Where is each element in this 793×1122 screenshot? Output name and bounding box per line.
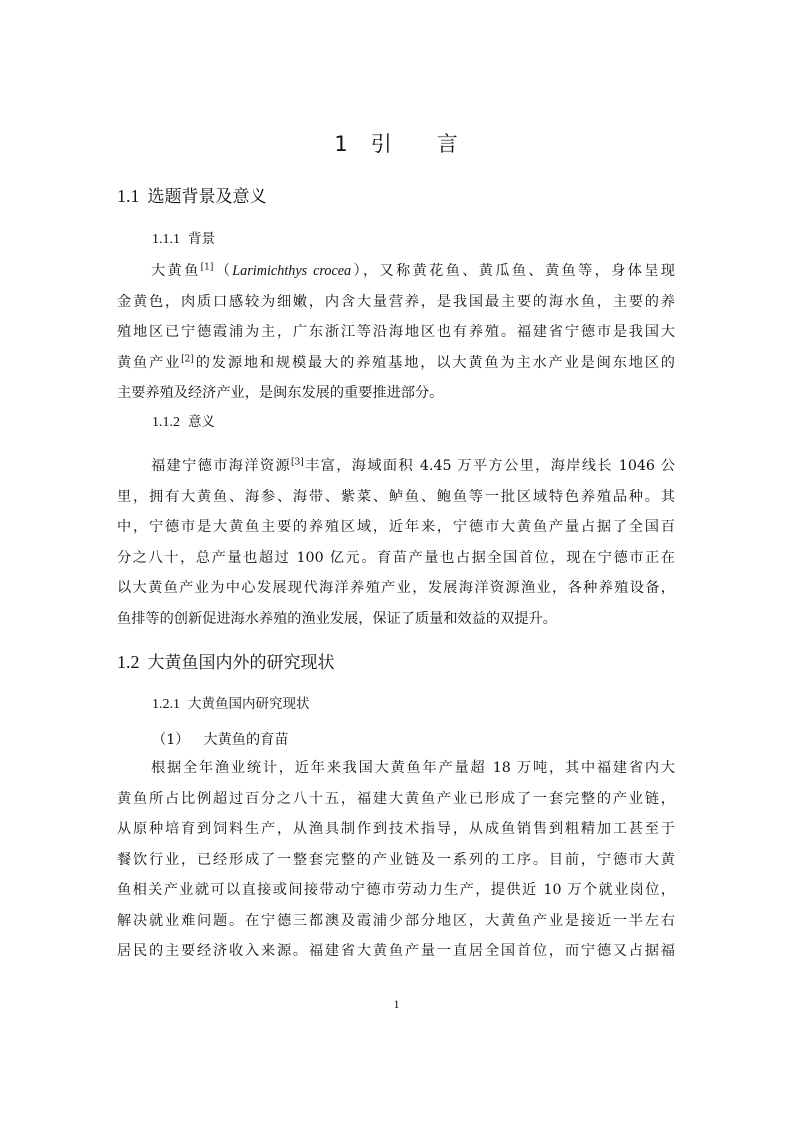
text-line: 以大黄鱼产业为中心发展现代海洋养殖产业，发展海洋资源渔业，各种养殖设备， — [117, 580, 675, 596]
chapter-title — [0, 128, 793, 158]
list-title: 大黄鱼的育苗 — [203, 732, 289, 748]
text-line: 大黄鱼[1]（Larimichthys crocea），又称黄花鱼、黄瓜鱼、黄鱼等，身体呈现 — [151, 262, 675, 279]
text-line: 福建宁德市海洋资源[3]丰富，海域面积 4.45 万平方公里，海岸线长 1046 公 — [151, 457, 675, 474]
citation-ref: [2] — [181, 353, 194, 364]
text-line: 根据全年渔业统计，近年来我国大黄鱼年产量超 18 万吨，其中福建省内大 — [151, 760, 675, 776]
subsection-number: 1.2.1 — [152, 697, 180, 712]
text-line: 餐饮行业，已经形成了一整套完整的产业链及一系列的工序。目前，宁德市大黄 — [117, 851, 675, 868]
text-line: 中，宁德市是大黄鱼主要的养殖区域，近年来，宁德市大黄鱼产量占据了全国百 — [117, 519, 675, 535]
subsection-title: 大黄鱼国内研究现状 — [188, 696, 310, 712]
text-line: 殖地区已宁德霞浦为主，广东浙江等沿海地区也有养殖。福建省宁德市是我国大 — [117, 324, 675, 340]
text-line: 金黄色，肉质口感较为细嫩，内含大量营养，是我国最主要的海水鱼，主要的养 — [117, 293, 675, 310]
text-line: 分之八十，总产量也超过 100 亿元。育苗产量也占据全国首位，现在宁德市正在 — [117, 549, 675, 566]
subsection-title: 背景 — [188, 231, 215, 247]
section-heading-1-2 — [117, 648, 335, 673]
text-line: 解决就业难问题。在宁德三都澳及霞浦少部分地区，大黄鱼产业是接近一半左右 — [117, 912, 675, 929]
chapter-word-2: 言 — [436, 132, 459, 156]
citation-ref: [1] — [200, 262, 214, 273]
list-heading-breeding — [152, 729, 289, 749]
page-number: 1 — [393, 997, 400, 1011]
text-line: 里，拥有大黄鱼、海参、海带、紫菜、鲈鱼、鲍鱼等一批区域特色养殖品种。其 — [117, 488, 675, 505]
chapter-word-1: 引 — [370, 132, 393, 156]
list-number: （1） — [152, 732, 190, 748]
text-line: 主要养殖及经济产业，是闽东发展的重要推进部分。 — [117, 385, 444, 401]
citation-ref: [3] — [291, 457, 304, 468]
subsection-heading-1-2-1 — [152, 692, 310, 713]
text-line: 黄鱼产业[2]的发源地和规模最大的养殖基地，以大黄鱼为主水产业是闽东地区的 — [117, 353, 675, 371]
section-title: 大黄鱼国内外的研究现状 — [147, 653, 335, 673]
text-line: 鱼相关产业就可以直接或间接带动宁德市劳动力生产，提供近 10 万个就业岗位， — [117, 882, 675, 898]
paragraph-background — [117, 256, 675, 409]
subsection-number: 1.1.1 — [152, 232, 180, 247]
subsection-title: 意义 — [188, 414, 215, 430]
section-heading-1-1 — [117, 182, 267, 207]
section-number: 1.1 — [117, 186, 140, 206]
text-line: 居民的主要经济收入来源。福建省大黄鱼产量一直居全国首位，而宁德又占据福 — [117, 943, 675, 959]
paragraph-significance — [117, 451, 675, 634]
text-line: 从原种培育到饲料生产，从渔具制作到技术指导，从成鱼销售到粗精加工甚至于 — [117, 821, 675, 837]
subsection-heading-1-1-2 — [152, 410, 215, 431]
text-line: 鱼排等的创新促进海水养殖的渔业发展，保证了质量和效益的双提升。 — [117, 610, 557, 627]
subsection-heading-1-1-1 — [152, 227, 215, 248]
section-number: 1.2 — [117, 652, 140, 672]
paragraph-domestic-research — [117, 753, 675, 967]
latin-name: Larimichthys crocea — [232, 263, 352, 279]
section-title: 选题背景及意义 — [147, 187, 267, 207]
chapter-number: 1 — [334, 132, 349, 156]
subsection-number: 1.1.2 — [152, 415, 180, 430]
text-line: 黄鱼所占比例超过百分之八十五，福建大黄鱼产业已形成了一套完整的产业链， — [117, 790, 675, 807]
